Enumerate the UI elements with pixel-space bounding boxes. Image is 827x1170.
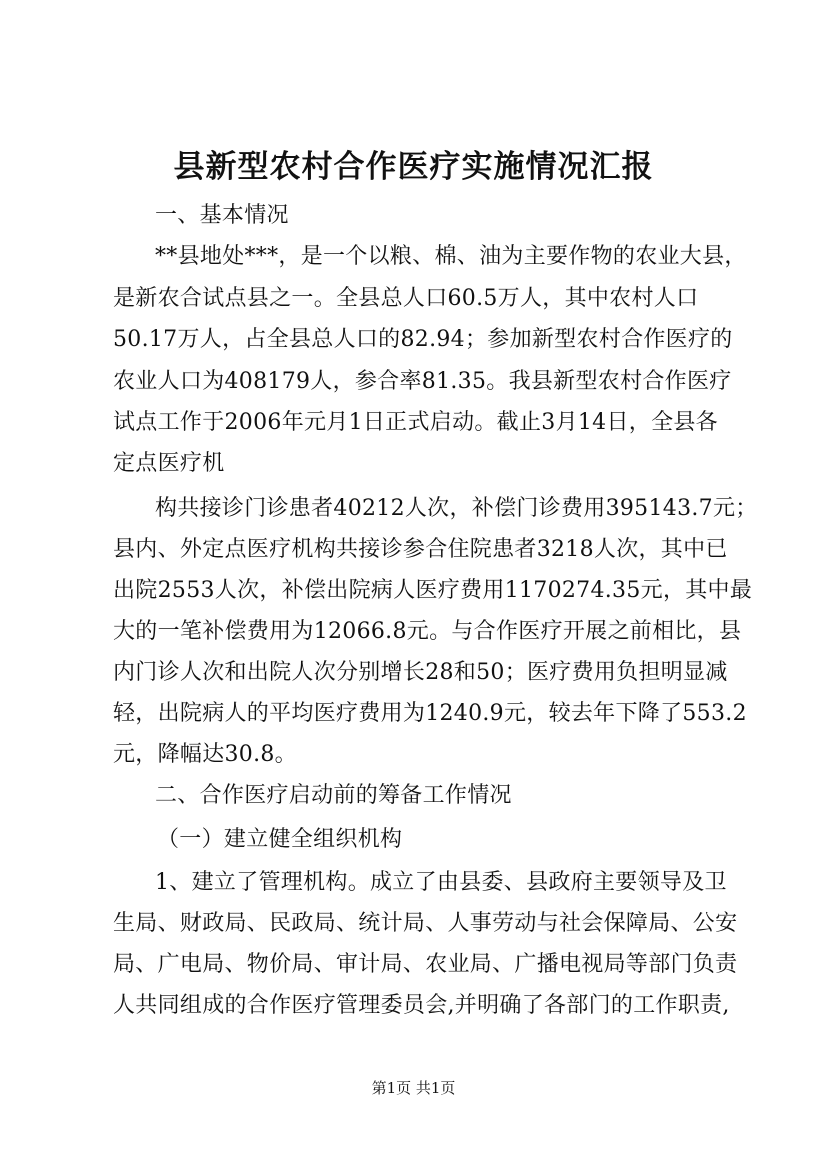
paragraph-line: 定点医疗机 bbox=[113, 451, 225, 476]
paragraph-line: 元，降幅达30.8。 bbox=[113, 742, 297, 767]
page-footer: 第1页 共1页 bbox=[371, 1079, 456, 1097]
paragraph-line: 内门诊人次和出院人次分别增长28和50；医疗费用负担明显减 bbox=[113, 660, 728, 685]
paragraph-line: 人共同组成的合作医疗管理委员会,并明确了各部门的工作职责, bbox=[113, 993, 730, 1018]
paragraph-line: 试点工作于2006年元月1日正式启动。截止3月14日，全县各 bbox=[113, 410, 718, 435]
paragraph-line: 生局、财政局、民政局、统计局、人事劳动与社会保障局、公安 bbox=[113, 911, 738, 936]
paragraph-line: 1、建立了管理机构。成立了由县委、县政府主要领导及卫 bbox=[155, 870, 727, 895]
paragraph-line: **县地处***，是一个以粮、棉、油为主要作物的农业大县， bbox=[155, 244, 747, 269]
paragraph-line: 局、广电局、物价局、审计局、农业局、广播电视局等部门负责 bbox=[113, 952, 738, 977]
subsection-heading: （一）建立健全组织机构 bbox=[157, 827, 403, 852]
paragraph-line: 出院2553人次，补偿出院病人医疗费用1170274.35元，其中最 bbox=[113, 578, 753, 603]
paragraph-line: 构共接诊门诊患者40212人次，补偿门诊费用395143.7元； bbox=[155, 496, 758, 521]
paragraph-line: 农业人口为408179人，参合率81.35。我县新型农村合作医疗 bbox=[113, 369, 732, 394]
document-title: 县新型农村合作医疗实施情况汇报 bbox=[173, 149, 654, 185]
paragraph-line: 是新农合试点县之一。全县总人口60.5万人，其中农村人口 bbox=[113, 286, 699, 311]
section-heading-preparation: 二、合作医疗启动前的筹备工作情况 bbox=[155, 783, 512, 808]
paragraph-line: 大的一笔补偿费用为12066.8元。与合作医疗开展之前相比，县 bbox=[113, 619, 742, 644]
paragraph-line: 50.17万人，占全县总人口的82.94；参加新型农村合作医疗的 bbox=[113, 327, 733, 352]
paragraph-line: 轻，出院病人的平均医疗费用为1240.9元，较去年下降了553.2 bbox=[113, 701, 747, 726]
section-heading-basic: 一、基本情况 bbox=[155, 203, 289, 228]
paragraph-line: 县内、外定点医疗机构共接诊参合住院患者3218人次，其中已 bbox=[113, 537, 728, 562]
